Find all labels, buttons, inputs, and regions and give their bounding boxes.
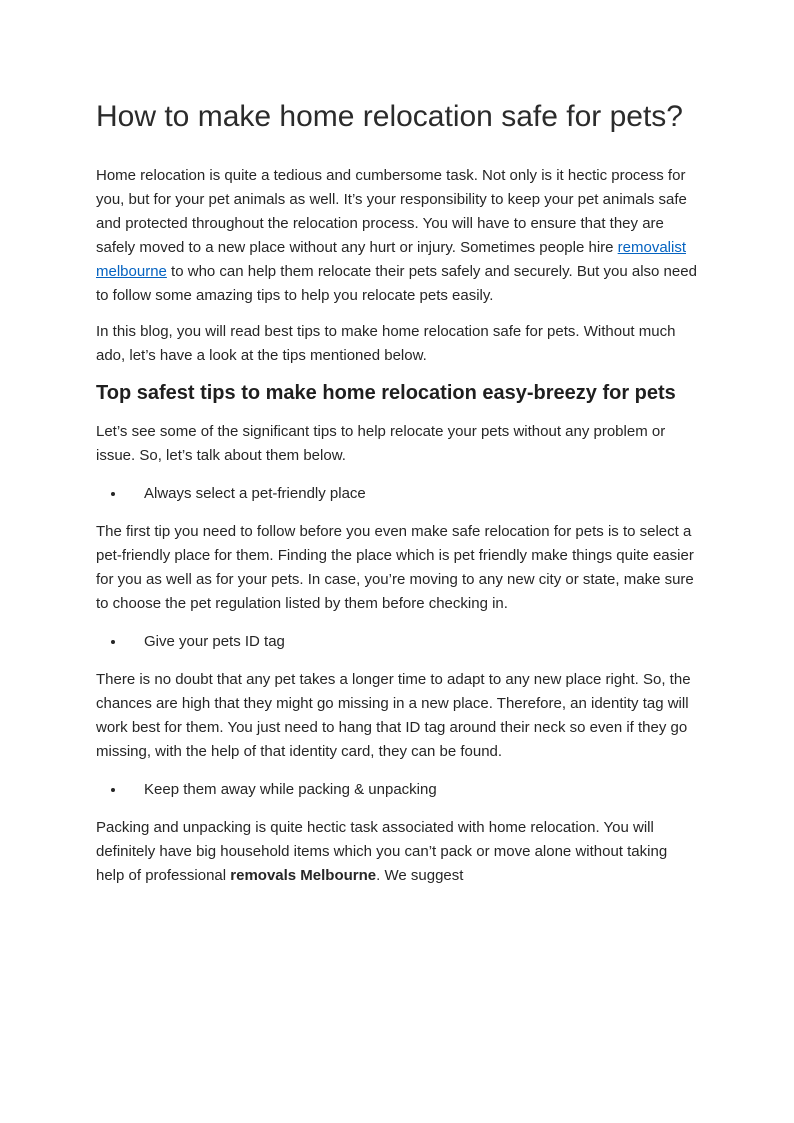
tip-list-pet-friendly bbox=[96, 482, 698, 506]
section-intro-paragraph: Let’s see some of the significant tips to help relocate your pets without any problem or issue. So, let’s talk about them below. bbox=[96, 423, 666, 464]
packing-text-before-bold: Packing and unpacking is quite hectic task associated with home relocation. You will definitely have big household items which you can’t pack or move alone without taking help of professional bbox=[96, 819, 668, 884]
blog-note-paragraph: In this blog, you will read best tips to make home relocation safe for pets. Without much ado, let’s have a look at the tips mentioned below. bbox=[96, 323, 676, 364]
tip-bullet-pet-friendly: • Always select a pet-friendly place bbox=[126, 482, 698, 506]
packing-text-after-bold: . We suggest bbox=[376, 867, 464, 884]
removals-melbourne-bold: removals Melbourne bbox=[230, 867, 377, 884]
tip-bullet-packing: • Keep them away while packing & unpacking bbox=[126, 778, 698, 802]
intro-paragraph bbox=[96, 164, 698, 308]
intro-text-after-link: to who can help them relocate their pets safely and securely. But you also need to follow some amazing tips to help you relocate pets easily. bbox=[96, 263, 697, 304]
tip-list-packing bbox=[96, 778, 698, 802]
tip-bullet-id-tag: • Give your pets ID tag bbox=[126, 630, 698, 654]
tip-paragraph-pet-friendly: The first tip you need to follow before you even make safe relocation for pets is to select a pet-friendly place for them. Finding the place which is pet friendly make things quite easier for you as well as for your pets. In case, you’re moving to any new city or state, make sure to choose the pet regulation listed by them before checking in. bbox=[96, 523, 694, 612]
page-title: How to make home relocation safe for pets? bbox=[96, 100, 683, 133]
tip-list-id-tag bbox=[96, 630, 698, 654]
tip-paragraph-packing bbox=[96, 816, 698, 888]
removalist-melbourne-link[interactable]: removalist melbourne bbox=[96, 239, 687, 280]
tip-paragraph-id-tag: There is no doubt that any pet takes a longer time to adapt to any new place right. So, the chances are high that they might go missing in a new place. Therefore, an identity tag will work best for them. You just need to hang that ID tag around their neck so even if they go missing, with the help of that identity card, they can be found. bbox=[96, 671, 691, 760]
intro-text-before-link: Home relocation is quite a tedious and cumbersome task. Not only is it hectic process for you, but for your pet animals as well. It’s your responsibility to keep your pet animals safe and protected throughout the relocation process. You will have to ensure that they are safely moved to a new place without any hurt or injury. Sometimes people hire bbox=[96, 167, 687, 256]
section-heading: Top safest tips to make home relocation easy-breezy for pets bbox=[96, 382, 676, 404]
